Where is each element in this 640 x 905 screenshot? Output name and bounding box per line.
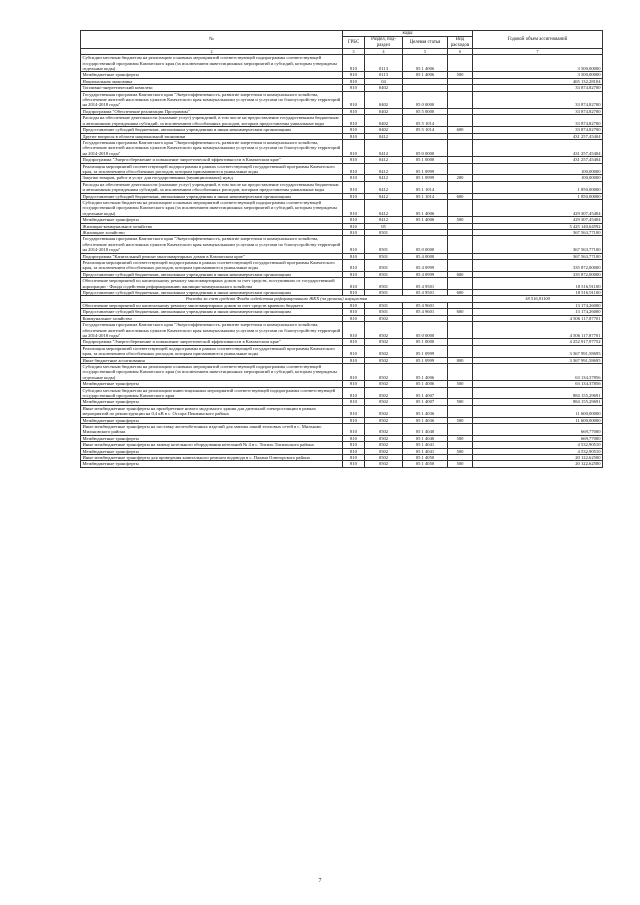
expense-type-cell — [448, 199, 473, 216]
table-row — [81, 199, 603, 216]
grbs-cell: 810 — [343, 230, 365, 236]
section-cell: 0501 — [365, 230, 403, 236]
grbs-cell: 810 — [343, 435, 365, 441]
target-article-cell: 05 1 4050 — [403, 455, 448, 461]
amount-cell: 18 516,91100 — [473, 278, 603, 290]
amount-cell: 13 174,26000 — [473, 309, 603, 315]
target-article-cell: 05 1 4040 — [403, 435, 448, 441]
row-name-cell: Межбюджетные трансферты — [81, 381, 343, 387]
table-row — [81, 236, 603, 253]
section-cell: 0501 — [365, 309, 403, 315]
target-article-cell: 05 4 9501 — [403, 290, 448, 296]
expense-type-cell: 600 — [448, 309, 473, 315]
header-index-cell: 4 — [365, 49, 403, 55]
grbs-cell: 810 — [343, 417, 365, 423]
target-article-cell: 05 4 0000 — [403, 253, 448, 259]
amount-cell: 5 425 140,64592 — [473, 223, 603, 229]
section-cell: 0502 — [365, 448, 403, 454]
grbs-cell: 810 — [343, 108, 365, 114]
section-cell: 0502 — [365, 345, 403, 357]
expense-type-cell — [448, 91, 473, 108]
table-body — [81, 55, 603, 468]
amount-cell: 1 850,00000 — [473, 181, 603, 193]
table-header — [81, 31, 603, 55]
target-article-cell: 05 4 9601 — [403, 302, 448, 308]
section-cell: 0502 — [365, 339, 403, 345]
grbs-cell: 810 — [343, 217, 365, 223]
amount-cell: 33 874,82700 — [473, 127, 603, 133]
amount-cell: 465 132,28104 — [473, 78, 603, 84]
target-article-cell: 05 1 1014 — [403, 181, 448, 193]
section-cell: 0501 — [365, 236, 403, 253]
header-expense-type: Вид расходов — [448, 37, 473, 49]
section-cell: 0501 — [365, 253, 403, 259]
row-name-cell: Государственная программа Камчатского края "Энергоэффективность, развитие энергетики и коммунального хозяйства, обеспечение жителей населенных пунктов Камчатского края коммунальными услугами и услугами по благоустройству территорий на 2014-2018 годы" — [81, 91, 343, 108]
target-article-cell: 05 4 0999 — [403, 271, 448, 277]
grbs-cell: 810 — [343, 193, 365, 199]
amount-cell: 4 252 917,97752 — [473, 339, 603, 345]
grbs-cell: 810 — [343, 115, 365, 127]
row-name-cell: Подпрограмма "Энергосбережение и повышение энергетической эффективности в Камчатском крае" — [81, 339, 343, 345]
grbs-cell: 810 — [343, 139, 365, 156]
amount-cell: 4 506 117,87701 — [473, 322, 603, 339]
grbs-cell: 810 — [343, 133, 365, 139]
row-name-cell: Закупка товаров, работ и услуг для государственных (муниципальных) нужд — [81, 175, 343, 181]
row-name-cell: Предоставление субсидий бюджетным, автономным учреждениям и иным некоммерческим организациям — [81, 290, 343, 296]
section-cell: 0502 — [365, 435, 403, 441]
amount-cell: 63 134,37856 — [473, 363, 603, 380]
target-article-cell: 05 1 4040 — [403, 424, 448, 436]
amount-cell: 33 874,82700 — [473, 91, 603, 108]
table-row — [81, 115, 603, 127]
target-article-cell: 05 0 0000 — [403, 236, 448, 253]
grbs-cell: 810 — [343, 260, 365, 272]
grbs-cell: 810 — [343, 322, 365, 339]
section-cell: 0402 — [365, 91, 403, 108]
row-name-cell: Государственная программа Камчатского края "Энергоэффективность, развитие энергетики и коммунального хозяйства, обеспечение жителей населенных пунктов Камчатского края коммунальными услугами и услугами по благоустройству территорий на 2014-2018 годы" — [81, 139, 343, 156]
target-article-cell: 05 1 4041 — [403, 442, 448, 448]
table-row — [81, 345, 603, 357]
section-cell: 0113 — [365, 55, 403, 72]
grbs-cell: 810 — [343, 424, 365, 436]
section-cell: 0412 — [365, 163, 403, 175]
section-cell: 0412 — [365, 139, 403, 156]
expense-type-cell — [448, 405, 473, 417]
amount-cell: 431 257,45404 — [473, 157, 603, 163]
section-cell: 0501 — [365, 260, 403, 272]
section-cell: 0502 — [365, 357, 403, 363]
section-cell: 0502 — [365, 363, 403, 380]
section-cell: 0412 — [365, 157, 403, 163]
amount-cell: 100,00000 — [473, 163, 603, 175]
table-row — [81, 424, 603, 436]
table-row — [81, 387, 603, 399]
header-target-article: Целевая статья — [403, 37, 448, 49]
expense-type-cell: 600 — [448, 290, 473, 296]
row-name-cell: Субсидии местным бюджетам на реализацию основных мероприятий соответствующей подпрограммы соответствующей государственной программы Камчатского края (за исключением инвестиционных мероприятий и субсидий, которым утверждены отдельные коды) — [81, 363, 343, 380]
grbs-cell: 810 — [343, 271, 365, 277]
grbs-cell: 810 — [343, 442, 365, 448]
amount-cell: 11 600,00000 — [473, 405, 603, 417]
row-name-cell: Подпрограмма "Энергосбережение и повышение энергетической эффективности в Камчатском крае" — [81, 157, 343, 163]
expense-type-cell — [448, 163, 473, 175]
table-row — [81, 260, 603, 272]
amount-cell: 335 872,00000 — [473, 271, 603, 277]
section-cell: 0402 — [365, 115, 403, 127]
amount-cell: 367 563,77100 — [473, 236, 603, 253]
grbs-cell: 810 — [343, 357, 365, 363]
row-name-cell: Межбюджетные трансферты — [81, 435, 343, 441]
section-cell: 0501 — [365, 290, 403, 296]
expense-type-cell — [448, 278, 473, 290]
expense-type-cell: 600 — [448, 271, 473, 277]
section-cell: 0502 — [365, 399, 403, 405]
header-number: № — [81, 31, 343, 49]
expense-type-cell — [448, 55, 473, 72]
grbs-cell: 810 — [343, 278, 365, 290]
section-cell: 0502 — [365, 455, 403, 461]
row-name-cell: Государственная программа Камчатского края "Энергоэффективность, развитие энергетики и коммунального хозяйства, обеспечение жителей населенных пунктов Камчатского края коммунальными услугами и услугами по благоустройству территорий на 2014-2018 годы" — [81, 322, 343, 339]
row-name-cell: Межбюджетные трансферты — [81, 461, 343, 467]
row-name-cell: Коммунальное хозяйство — [81, 315, 343, 321]
section-cell: 0501 — [365, 271, 403, 277]
grbs-cell: 810 — [343, 72, 365, 78]
section-cell: 0501 — [365, 302, 403, 308]
grbs-cell: 810 — [343, 236, 365, 253]
expense-type-cell: 500 — [448, 399, 473, 405]
grbs-cell: 810 — [343, 302, 365, 308]
expense-type-cell — [448, 424, 473, 436]
expense-type-cell — [448, 363, 473, 380]
row-name-cell: Национальная экономика — [81, 78, 343, 84]
amount-cell: 429 307,45404 — [473, 199, 603, 216]
section-cell: 0502 — [365, 442, 403, 448]
header-grbs: ГРБС — [343, 37, 365, 49]
section-cell: 0502 — [365, 381, 403, 387]
grbs-cell: 810 — [343, 381, 365, 387]
grbs-cell: 810 — [343, 309, 365, 315]
grbs-cell: 810 — [343, 363, 365, 380]
section-cell: 0502 — [365, 315, 403, 321]
section-cell: 0412 — [365, 133, 403, 139]
row-name-cell: Межбюджетные трансферты — [81, 448, 343, 454]
grbs-cell: 810 — [343, 85, 365, 91]
row-name-cell: Подпрограмма "Обеспечение реализации Программы" — [81, 108, 343, 114]
amount-cell: 429 307,45404 — [473, 217, 603, 223]
row-name-cell: Предоставление субсидий бюджетным, автономным учреждениям и иным некоммерческим организациям — [81, 193, 343, 199]
target-article-cell: 05 1 4006 — [403, 199, 448, 216]
target-article-cell: 05 0 0000 — [403, 322, 448, 339]
grbs-cell: 810 — [343, 461, 365, 467]
amount-cell: 63 134,37856 — [473, 381, 603, 387]
row-name-cell: Жилищное хозяйство — [81, 230, 343, 236]
amount-cell: 33 874,82700 — [473, 115, 603, 127]
row-name-cell: Жилищно-коммунальное хозяйство — [81, 223, 343, 229]
section-cell: 0412 — [365, 217, 403, 223]
target-article-cell: 05 1 0000 — [403, 157, 448, 163]
amount-cell: 3 367 991,58695 — [473, 357, 603, 363]
row-name-cell: Государственная программа Камчатского края "Энергоэффективность, развитие энергетики и коммунального хозяйства, обеспечение жителей населенных пунктов Камчатского края коммунальными услугами и услугами по благоустройству территорий на 2014-2018 годы" — [81, 236, 343, 253]
row-name-cell: Субсидии местным бюджетам на реализацию инвестиционных мероприятий соответствующей подпрограммы соответствующей государственной программы Камчатского края — [81, 387, 343, 399]
grbs-cell: 810 — [343, 157, 365, 163]
grbs-cell: 810 — [343, 175, 365, 181]
expense-type-cell — [448, 139, 473, 156]
grbs-cell: 810 — [343, 339, 365, 345]
row-name-cell: Подпрограмма "Капитальный ремонт многоквартирных домов в Камчатском крае" — [81, 253, 343, 259]
amount-cell: 669,77000 — [473, 435, 603, 441]
target-article-cell: 05 1 0000 — [403, 339, 448, 345]
target-article-cell: 05 1 1014 — [403, 193, 448, 199]
header-index-cell: 7 — [473, 49, 603, 55]
table-row — [81, 139, 603, 156]
expense-type-cell — [448, 236, 473, 253]
section-cell: 0113 — [365, 72, 403, 78]
amount-cell: 4 506 117,87701 — [473, 315, 603, 321]
page-number: 7 — [318, 878, 322, 884]
row-name-cell: Субсидии местным бюджетам на реализацию основных мероприятий соответствующей подпрограммы соответствующей государственной программы Камчатского края (за исключением инвестиционных мероприятий и субсидий, которым утверждены отдельные коды) — [81, 55, 343, 72]
table-row — [81, 163, 603, 175]
row-name-cell: Межбюджетные трансферты — [81, 217, 343, 223]
grbs-cell: 810 — [343, 181, 365, 193]
section-cell: 0502 — [365, 387, 403, 399]
row-name-cell: Предоставление субсидий бюджетным, автономным учреждениям и иным некоммерческим организациям — [81, 271, 343, 277]
target-article-cell: 05 1 0999 — [403, 163, 448, 175]
amount-cell: 33 874,82700 — [473, 85, 603, 91]
grbs-cell: 810 — [343, 399, 365, 405]
grbs-cell: 810 — [343, 290, 365, 296]
row-name-cell: Межбюджетные трансферты — [81, 417, 343, 423]
expense-type-cell: 500 — [448, 461, 473, 467]
section-cell: 04 — [365, 78, 403, 84]
amount-cell: 33 874,82700 — [473, 108, 603, 114]
expense-type-cell: 500 — [448, 417, 473, 423]
header-index-cell: 3 — [343, 49, 365, 55]
grbs-cell: 810 — [343, 405, 365, 417]
table-row — [81, 322, 603, 339]
target-article-cell: 05 1 4006 — [403, 381, 448, 387]
row-name-cell: Иные бюджетные ассигнования — [81, 357, 343, 363]
target-article-cell: 05 1 4041 — [403, 448, 448, 454]
section-cell: 0412 — [365, 199, 403, 216]
target-article-cell: 05 1 4036 — [403, 417, 448, 423]
header-section: Раздел, под-раздел — [365, 37, 403, 49]
target-article-cell: 05 1 0999 — [403, 175, 448, 181]
row-name-cell: Межбюджетные трансферты — [81, 72, 343, 78]
row-name-cell: Обеспечение мероприятий по капитальному ремонту многоквартирных домов за счет средств краевого бюджета — [81, 302, 343, 308]
table-row — [81, 181, 603, 193]
amount-cell: 335 872,00000 — [473, 260, 603, 272]
table-row — [81, 278, 603, 290]
grbs-cell: 810 — [343, 315, 365, 321]
grbs-cell: 810 — [343, 455, 365, 461]
grbs-cell: 810 — [343, 91, 365, 108]
row-name-cell: Реализация мероприятий соответствующей подпрограммы в рамках соответствующей государственной программы Камчатского края, за исключением обособленных расходов, которым присваиваются уникальные коды — [81, 345, 343, 357]
row-name-cell: Другие вопросы в области национальной экономики — [81, 133, 343, 139]
expense-type-cell: 600 — [448, 193, 473, 199]
target-article-cell: 05 1 4006 — [403, 72, 448, 78]
section-cell: 05 — [365, 223, 403, 229]
amount-cell: 4 532,90510 — [473, 448, 603, 454]
expense-type-cell: 600 — [448, 127, 473, 133]
row-name-cell: Предоставление субсидий бюджетным, автономным учреждениям и иным некоммерческим организациям — [81, 127, 343, 133]
section-cell: 0502 — [365, 405, 403, 417]
expense-type-cell — [448, 181, 473, 193]
target-article-cell: 05 1 4006 — [403, 363, 448, 380]
amount-cell: 13 174,26000 — [473, 302, 603, 308]
section-cell: 0402 — [365, 85, 403, 91]
section-cell: 0412 — [365, 175, 403, 181]
target-article-cell: 05 1 4050 — [403, 461, 448, 467]
table-row — [81, 91, 603, 108]
target-article-cell: 05 4 9601 — [403, 309, 448, 315]
target-article-cell: 05 0 0000 — [403, 139, 448, 156]
header-index-cell: 2 — [81, 49, 343, 55]
amount-cell: 4 532,90510 — [473, 442, 603, 448]
amount-cell: 3 500,00000 — [473, 55, 603, 72]
grbs-cell: 810 — [343, 448, 365, 454]
section-cell: 0402 — [365, 108, 403, 114]
amount-cell: 20 122,62500 — [473, 461, 603, 467]
amount-cell: 431 257,45404 — [473, 139, 603, 156]
target-article-cell: 05 4 0999 — [403, 260, 448, 272]
amount-cell: 20 122,62500 — [473, 455, 603, 461]
expense-type-cell — [448, 260, 473, 272]
section-cell: 0502 — [365, 424, 403, 436]
amount-cell: 18 516,91100 — [473, 296, 603, 302]
expense-type-cell: 500 — [448, 217, 473, 223]
target-article-cell: 05 0 0000 — [403, 91, 448, 108]
expense-type-cell — [448, 322, 473, 339]
grbs-cell: 810 — [343, 163, 365, 175]
grbs-cell: 810 — [343, 387, 365, 399]
grbs-cell: 810 — [343, 223, 365, 229]
amount-cell: 884 155,29691 — [473, 399, 603, 405]
amount-cell: 100,00000 — [473, 175, 603, 181]
grbs-cell: 810 — [343, 253, 365, 259]
row-name-cell: Предоставление субсидий бюджетным, автономным учреждениям и иным некоммерческим организациям — [81, 309, 343, 315]
header-annual-amount: Годовой объем ассигнований — [473, 31, 603, 49]
grbs-cell: 810 — [343, 199, 365, 216]
target-article-cell: 05 1 4036 — [403, 405, 448, 417]
expense-type-cell: 200 — [448, 175, 473, 181]
target-article-cell: 05 1 0999 — [403, 357, 448, 363]
target-article-cell: 05 1 4007 — [403, 387, 448, 399]
target-article-cell: 05 1 0999 — [403, 345, 448, 357]
section-cell: 0412 — [365, 193, 403, 199]
amount-cell: 3 367 991,58695 — [473, 345, 603, 357]
row-name-cell: Расходы на обеспечение деятельности (оказание услуг) учреждений, в том числе на предоставление государственным бюджетным и автономным учреждениям субсидий, за исключением обособленных расходов, которым предоставлены уникальные коды — [81, 181, 343, 193]
section-cell: 0502 — [365, 417, 403, 423]
note-cell: Расходы за счет средств Фонда содействия реформированию ЖКХ (за уровень) имущества — [81, 296, 473, 302]
target-article-cell: 05 5 0000 — [403, 108, 448, 114]
grbs-cell: 810 — [343, 55, 365, 72]
grbs-cell: 810 — [343, 127, 365, 133]
amount-cell: 3 500,00000 — [473, 72, 603, 78]
row-name-cell: Иные межбюджетные трансферты на поставку железобетонных изделий для замены линий тепловых сетей в с. Мильково Мильковского района — [81, 424, 343, 436]
row-name-cell: Реализация мероприятий соответствующей подпрограммы в рамках соответствующей государственной программы Камчатского края, за исключением обособленных расходов, которым присваиваются уникальные коды — [81, 260, 343, 272]
amount-cell: 431 257,45404 — [473, 133, 603, 139]
expense-type-cell — [448, 115, 473, 127]
amount-cell: 669,77000 — [473, 424, 603, 436]
section-cell: 0502 — [365, 461, 403, 467]
section-cell: 0502 — [365, 322, 403, 339]
section-cell: 0412 — [365, 181, 403, 193]
header-index-cell: 6 — [448, 49, 473, 55]
header-codes: коды — [343, 31, 473, 37]
grbs-cell: 810 — [343, 78, 365, 84]
row-name-cell: Расходы на обеспечение деятельности (оказание услуг) учреждений, в том числе на предоставление государственным бюджетным и автономным учреждениям субсидий, за исключением обособленных расходов, которым предоставлены уникальные коды — [81, 115, 343, 127]
section-cell: 0501 — [365, 278, 403, 290]
target-article-cell: 05 5 1014 — [403, 127, 448, 133]
row-name-cell: Обеспечение мероприятий по капитальному ремонту многоквартирных домов за счет средств, поступивших от государственной корпорации - Фонда содействия реформированию жилищно-коммунального хозяйства — [81, 278, 343, 290]
expense-type-cell: 500 — [448, 435, 473, 441]
table-row — [81, 405, 603, 417]
expense-type-cell: 500 — [448, 72, 473, 78]
row-name-cell: Межбюджетные трансферты — [81, 399, 343, 405]
target-article-cell: 05 1 4006 — [403, 217, 448, 223]
section-cell: 0402 — [365, 127, 403, 133]
expense-type-cell — [448, 387, 473, 399]
table-row — [81, 461, 603, 467]
row-name-cell: Иные межбюджетные трансферты на замену котельного оборудования котельной № 4 в с. Тигиль Тигильского района — [81, 442, 343, 448]
amount-cell: 367 563,77100 — [473, 230, 603, 236]
grbs-cell: 810 — [343, 345, 365, 357]
target-article-cell: 05 5 1014 — [403, 115, 448, 127]
budget-table — [80, 30, 603, 468]
target-article-cell: 05 1 4006 — [403, 55, 448, 72]
row-name-cell: Иные межбюджетные трансферты для проведения капитального ремонта водовода в с. Палана Олюторского района — [81, 455, 343, 461]
amount-cell: 884 155,29691 — [473, 387, 603, 399]
row-name-cell: Реализация мероприятий соответствующей подпрограммы в рамках соответствующей государственной программы Камчатского края, за исключением обособленных расходов, которым присваиваются уникальные коды — [81, 163, 343, 175]
amount-cell: 18 516,91100 — [473, 290, 603, 296]
expense-type-cell — [448, 345, 473, 357]
target-article-cell: 05 1 4007 — [403, 399, 448, 405]
header-index-cell: 5 — [403, 49, 448, 55]
expense-type-cell: 500 — [448, 381, 473, 387]
amount-cell: 367 563,77100 — [473, 253, 603, 259]
expense-type-cell: 800 — [448, 357, 473, 363]
amount-cell: 1 850,00000 — [473, 193, 603, 199]
expense-type-cell: 500 — [448, 448, 473, 454]
row-name-cell: Иные межбюджетные трансферты на приобретение нового модульного здания для дизельной электростанции в рамках мероприятий по реконструкции на 0,4 кВ в с. Оссора Пенжинского района — [81, 405, 343, 417]
row-name-cell: Субсидии местным бюджетам на реализацию основных мероприятий соответствующей подпрограммы соответствующей государственной программы Камчатского края (за исключением инвестиционных мероприятий и субсидий, которым утверждены отдельные коды) — [81, 199, 343, 216]
table-row — [81, 363, 603, 380]
table-row — [81, 55, 603, 72]
row-name-cell: Топливно-энергетический комплекс — [81, 85, 343, 91]
target-article-cell: 05 4 9501 — [403, 278, 448, 290]
amount-cell: 11 600,00000 — [473, 417, 603, 423]
